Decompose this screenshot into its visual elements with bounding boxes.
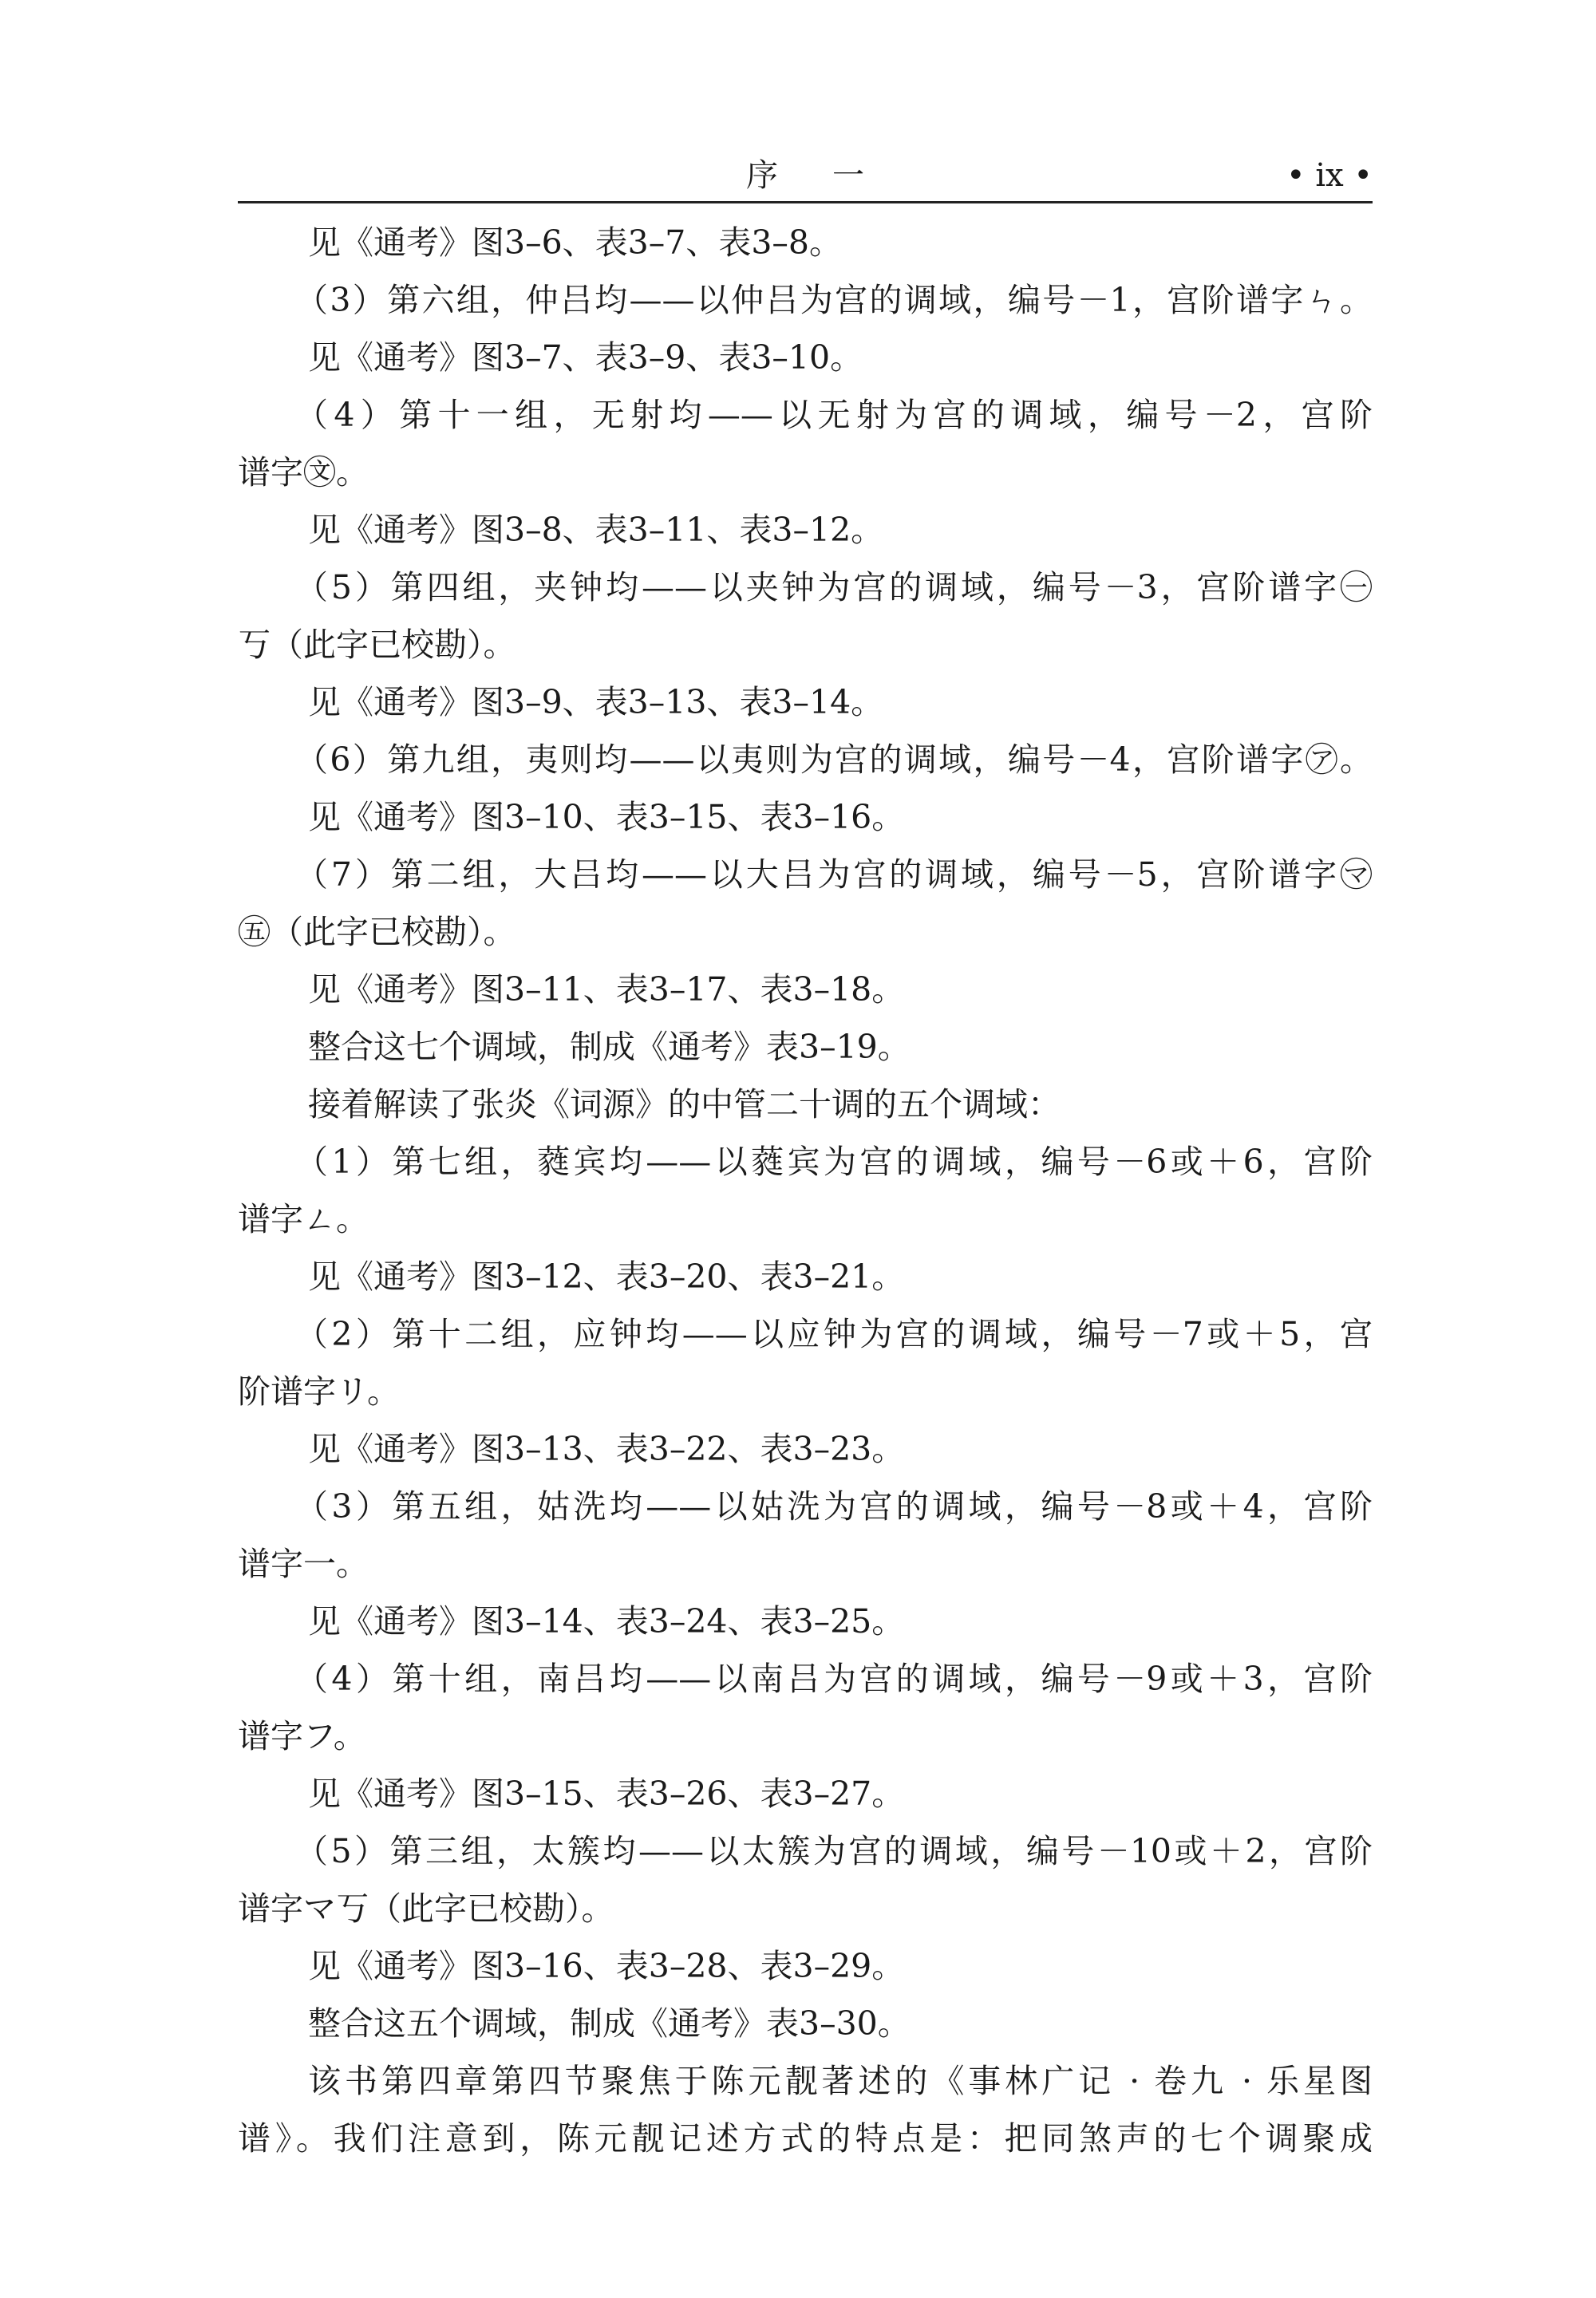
text-line: 见《通考》图3–10、表3–15、表3–16。 <box>308 798 905 836</box>
text-line: 见《通考》图3–9、表3–13、表3–14。 <box>308 683 884 721</box>
body-text <box>238 214 1373 2167</box>
text-line: （6）第九组，夷则均——以夷则为宫的调域，编号－4，宫阶谱字㋐。 <box>295 740 1373 779</box>
text-line: 整合这五个调域，制成《通考》表3–30。 <box>308 2004 911 2043</box>
text-line: （5）第三组，太簇均——以太簇为宫的调域，编号－10或＋2，宫阶 <box>295 1832 1373 1870</box>
text-line: 整合这七个调域，制成《通考》表3–19。 <box>308 1028 911 1066</box>
text-line: 见《通考》图3–16、表3–28、表3–29。 <box>308 1947 905 1985</box>
text-line: 谱字ㄥ。 <box>238 1200 369 1238</box>
text-line: 见《通考》图3–11、表3–17、表3–18。 <box>308 970 905 1009</box>
header-rule <box>238 201 1373 203</box>
text-line: （4）第十组，南吕均——以南吕为宫的调域，编号－9或＋3，宫阶 <box>295 1660 1373 1698</box>
text-line: （2）第十二组，应钟均——以应钟为宫的调域，编号－7或＋5，宫 <box>295 1315 1373 1353</box>
text-line: （7）第二组，大吕均——以大吕为宫的调域，编号－5，宫阶谱字㋮ <box>295 855 1373 894</box>
text-line: 见《通考》图3–8、表3–11、表3–12。 <box>308 511 884 549</box>
text-line: 见《通考》图3–7、表3–9、表3–10。 <box>308 338 863 377</box>
text-line: （3）第六组，仲吕均——以仲吕为宫的调域，编号－1，宫阶谱字ㄣ。 <box>295 281 1373 319</box>
text-line: 谱字一。 <box>238 1545 369 1583</box>
text-line: （5）第四组，夹钟均——以夹钟为宫的调域，编号－3，宫阶谱字㊀ <box>295 568 1373 606</box>
text-line: 阶谱字リ。 <box>238 1372 400 1411</box>
text-line: 见《通考》图3–15、表3–26、表3–27。 <box>308 1775 905 1813</box>
text-line: 谱字マ丂（此字已校勘）。 <box>238 1889 614 1928</box>
text-line: 接着解读了张炎《词源》的中管二十调的五个调域： <box>308 1085 1061 1123</box>
header-title: 序一 <box>746 157 918 194</box>
running-header <box>238 152 1373 199</box>
text-line: （3）第五组，姑洗均——以姑洗为宫的调域，编号－8或＋4，宫阶 <box>295 1487 1373 1526</box>
text-line: 谱字フ。 <box>238 1717 366 1755</box>
text-line: 谱》。我们注意到，陈元靓记述方式的特点是：把同煞声的七个调聚成 <box>238 2119 1373 2158</box>
text-line: 丂（此字已校勘）。 <box>238 626 516 664</box>
text-line: 见《通考》图3–14、表3–24、表3–25。 <box>308 1602 905 1641</box>
text-line: 该书第四章第四节聚焦于陈元靓著述的《事林广记 · 卷九 · 乐星图 <box>308 2062 1373 2100</box>
page-number: • ix • <box>1286 157 1373 194</box>
text-line: ㊄（此字已校勘）。 <box>238 913 516 951</box>
text-line: 见《通考》图3–12、表3–20、表3–21。 <box>308 1258 905 1296</box>
text-line: 见《通考》图3–6、表3–7、表3–8。 <box>308 223 843 262</box>
text-line: （1）第七组，蕤宾均——以蕤宾为宫的调域，编号－6或＋6，宫阶 <box>295 1143 1373 1181</box>
text-line: 谱字㉆。 <box>238 453 369 492</box>
text-line: （4）第十一组，无射均——以无射为宫的调域，编号－2，宫阶 <box>295 396 1373 434</box>
text-line: 见《通考》图3–13、表3–22、表3–23。 <box>308 1430 905 1468</box>
